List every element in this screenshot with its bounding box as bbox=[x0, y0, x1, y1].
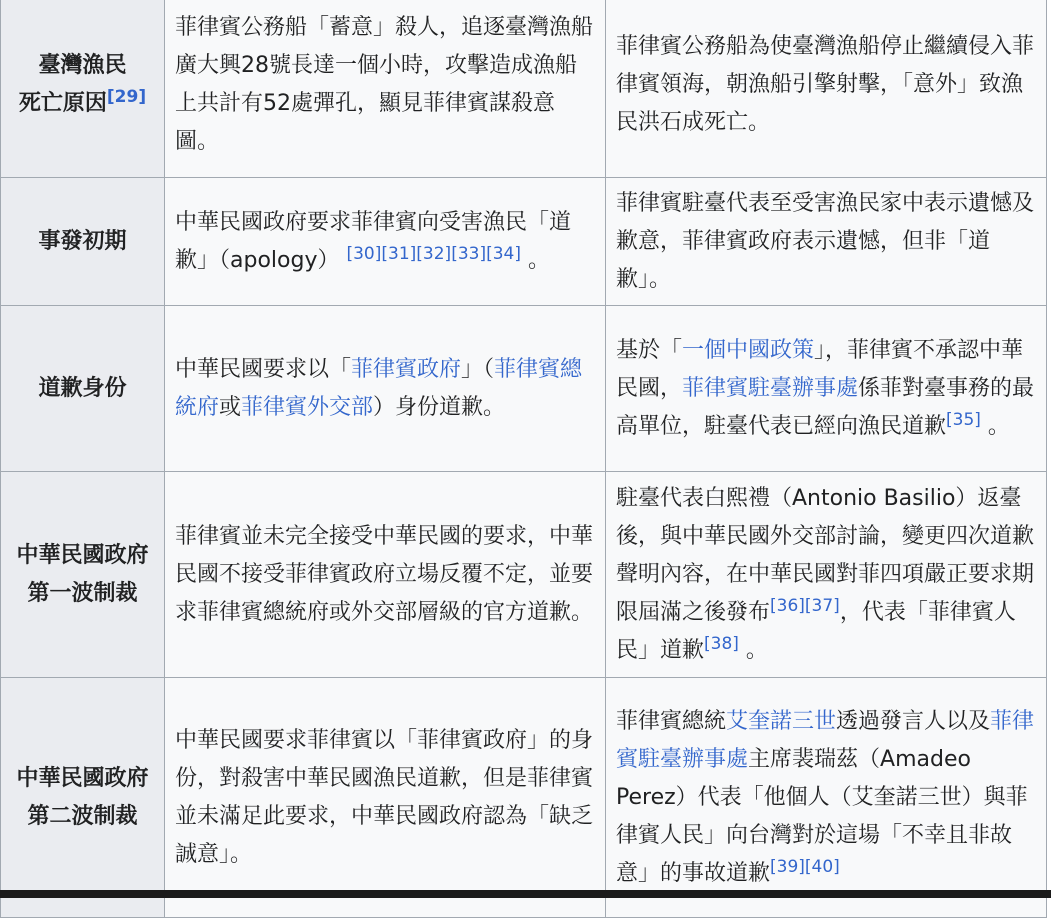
taiwan-position-cell bbox=[165, 178, 606, 306]
table-row bbox=[1, 306, 1047, 472]
row-header-line: 死亡原因 bbox=[18, 91, 107, 116]
taiwan-position-cell bbox=[165, 306, 606, 472]
text-fragment: 主席裴瑞茲（Amadeo Perez）代表「他個人（艾奎諾三世）與菲律賓人民」向台灣對於這場「不幸且非故意」的事故道歉 bbox=[616, 746, 1028, 886]
row-header-line: 事發初期 bbox=[38, 228, 127, 254]
table-row bbox=[1, 0, 1047, 178]
text-fragment: 基於「 bbox=[616, 337, 683, 363]
sentence-end: 。 bbox=[528, 247, 551, 273]
text-fragment: ）身份道歉。 bbox=[373, 394, 506, 420]
citation-link[interactable]: [30] bbox=[346, 243, 382, 264]
philippine-position-cell bbox=[606, 178, 1047, 306]
philippine-position-text: 菲律賓駐臺代表至受害漁民家中表示遺憾及歉意，菲律賓政府表示遺憾，但非「道歉」。 bbox=[616, 190, 1035, 292]
taiwan-position-cell bbox=[165, 0, 606, 178]
text-fragment: 透過發言人以及 bbox=[836, 708, 991, 734]
row-header-line: 第一波制裁 bbox=[27, 580, 138, 606]
table-row bbox=[1, 472, 1047, 678]
citation-link[interactable]: [39] bbox=[770, 856, 805, 877]
citation-link[interactable]: [33] bbox=[451, 243, 487, 264]
sentence-end: 。 bbox=[745, 637, 768, 663]
table-row bbox=[1, 178, 1047, 306]
taiwan-position-text: 菲律賓公務船「蓄意」殺人，追逐臺灣漁船廣大興28號長達一個小時，攻擊造成漁船上共計有52處彈孔，顯見菲律賓謀殺意圖。 bbox=[175, 15, 594, 154]
row-header-line: 道歉身份 bbox=[38, 375, 127, 401]
text-fragment: ，代表「菲律賓人民」道歉 bbox=[616, 599, 1016, 663]
text-fragment: 菲律賓總統 bbox=[616, 708, 727, 734]
citation-link[interactable]: [31] bbox=[381, 243, 417, 264]
row-header-second-sanctions bbox=[1, 678, 165, 918]
row-header-early-stage bbox=[1, 178, 165, 306]
philippine-position-text: 菲律賓公務船為使臺灣漁船停止繼續侵入菲律賓領海，朝漁船引擎射擊，「意外」致漁民洪石成死亡。 bbox=[616, 34, 1035, 135]
wiki-link-meco[interactable]: 菲律賓駐臺辦事處 bbox=[616, 708, 1035, 772]
text-fragment: 中華民國要求以「 bbox=[175, 356, 352, 382]
row-header-line: 中華民國政府 bbox=[16, 542, 149, 568]
taiwan-position-text: 菲律賓並未完全接受中華民國的要求，中華民國不接受菲律賓政府立場反覆不定，並要求菲律賓總統府或外交部層級的官方道歉。 bbox=[175, 523, 594, 625]
table-row bbox=[1, 678, 1047, 918]
row-header-line: 臺灣漁民 bbox=[38, 53, 127, 78]
text-fragment: 係菲對臺事務的最高單位，駐臺代表已經向漁民道歉 bbox=[616, 375, 1035, 439]
row-header-line: 第二波制裁 bbox=[27, 803, 138, 829]
wiki-link-aquino-iii[interactable]: 艾奎諾三世 bbox=[726, 708, 837, 734]
text-fragment: 」（ bbox=[461, 356, 495, 382]
taiwan-position-cell bbox=[165, 678, 606, 918]
row-header-apology-identity bbox=[1, 306, 165, 472]
citation-link[interactable]: [36] bbox=[770, 595, 805, 616]
taiwan-position-cell bbox=[165, 472, 606, 678]
wiki-link-philippine-foreign-affairs[interactable]: 菲律賓外交部 bbox=[241, 394, 374, 420]
bottom-edge-bar bbox=[0, 890, 1051, 898]
wiki-link-philippine-government[interactable]: 菲律賓政府 bbox=[351, 356, 462, 382]
citation-link[interactable]: [32] bbox=[416, 243, 452, 264]
text-fragment: 或 bbox=[219, 394, 242, 420]
taiwan-position-text: 中華民國政府要求菲律賓向受害漁民「道歉」（apology） bbox=[175, 209, 572, 273]
text-fragment: 駐臺代表白熙禮（Antonio Basilio）返臺後，與中華民國外交部討論，變更四次道歉聲明內容，在中華民國對菲四項嚴正要求期限屆滿之後發布 bbox=[616, 485, 1035, 625]
citation-link[interactable]: [38] bbox=[704, 633, 739, 654]
wiki-link-philippine-presidential-office[interactable]: 菲律賓總統府 bbox=[175, 356, 583, 420]
wiki-link-meco[interactable]: 菲律賓駐臺辦事處 bbox=[682, 375, 859, 401]
philippine-position-cell bbox=[606, 678, 1047, 918]
citation-link[interactable]: [37] bbox=[804, 595, 840, 616]
taiwan-position-text: 中華民國要求菲律賓以「菲律賓政府」的身份，對殺害中華民國漁民道歉，但是菲律賓並未滿足此要求，中華民國政府認為「缺乏誠意」。 bbox=[175, 727, 594, 867]
text-fragment: 」，菲律賓不承認中華民國， bbox=[616, 337, 1024, 401]
row-header-line: 中華民國政府 bbox=[16, 765, 149, 791]
philippine-position-cell bbox=[606, 0, 1047, 178]
philippine-position-cell bbox=[606, 306, 1047, 472]
citation-link[interactable]: [35] bbox=[946, 409, 981, 430]
citation-link[interactable]: [34] bbox=[486, 243, 521, 264]
wiki-link-one-china-policy[interactable]: 一個中國政策 bbox=[682, 337, 815, 363]
row-header-death-cause bbox=[1, 0, 165, 178]
sentence-end: 。 bbox=[987, 413, 1010, 439]
citation-link[interactable]: [40] bbox=[804, 856, 840, 877]
philippine-position-cell bbox=[606, 472, 1047, 678]
row-header-first-sanctions bbox=[1, 472, 165, 678]
citation-link[interactable]: [29] bbox=[106, 87, 147, 107]
